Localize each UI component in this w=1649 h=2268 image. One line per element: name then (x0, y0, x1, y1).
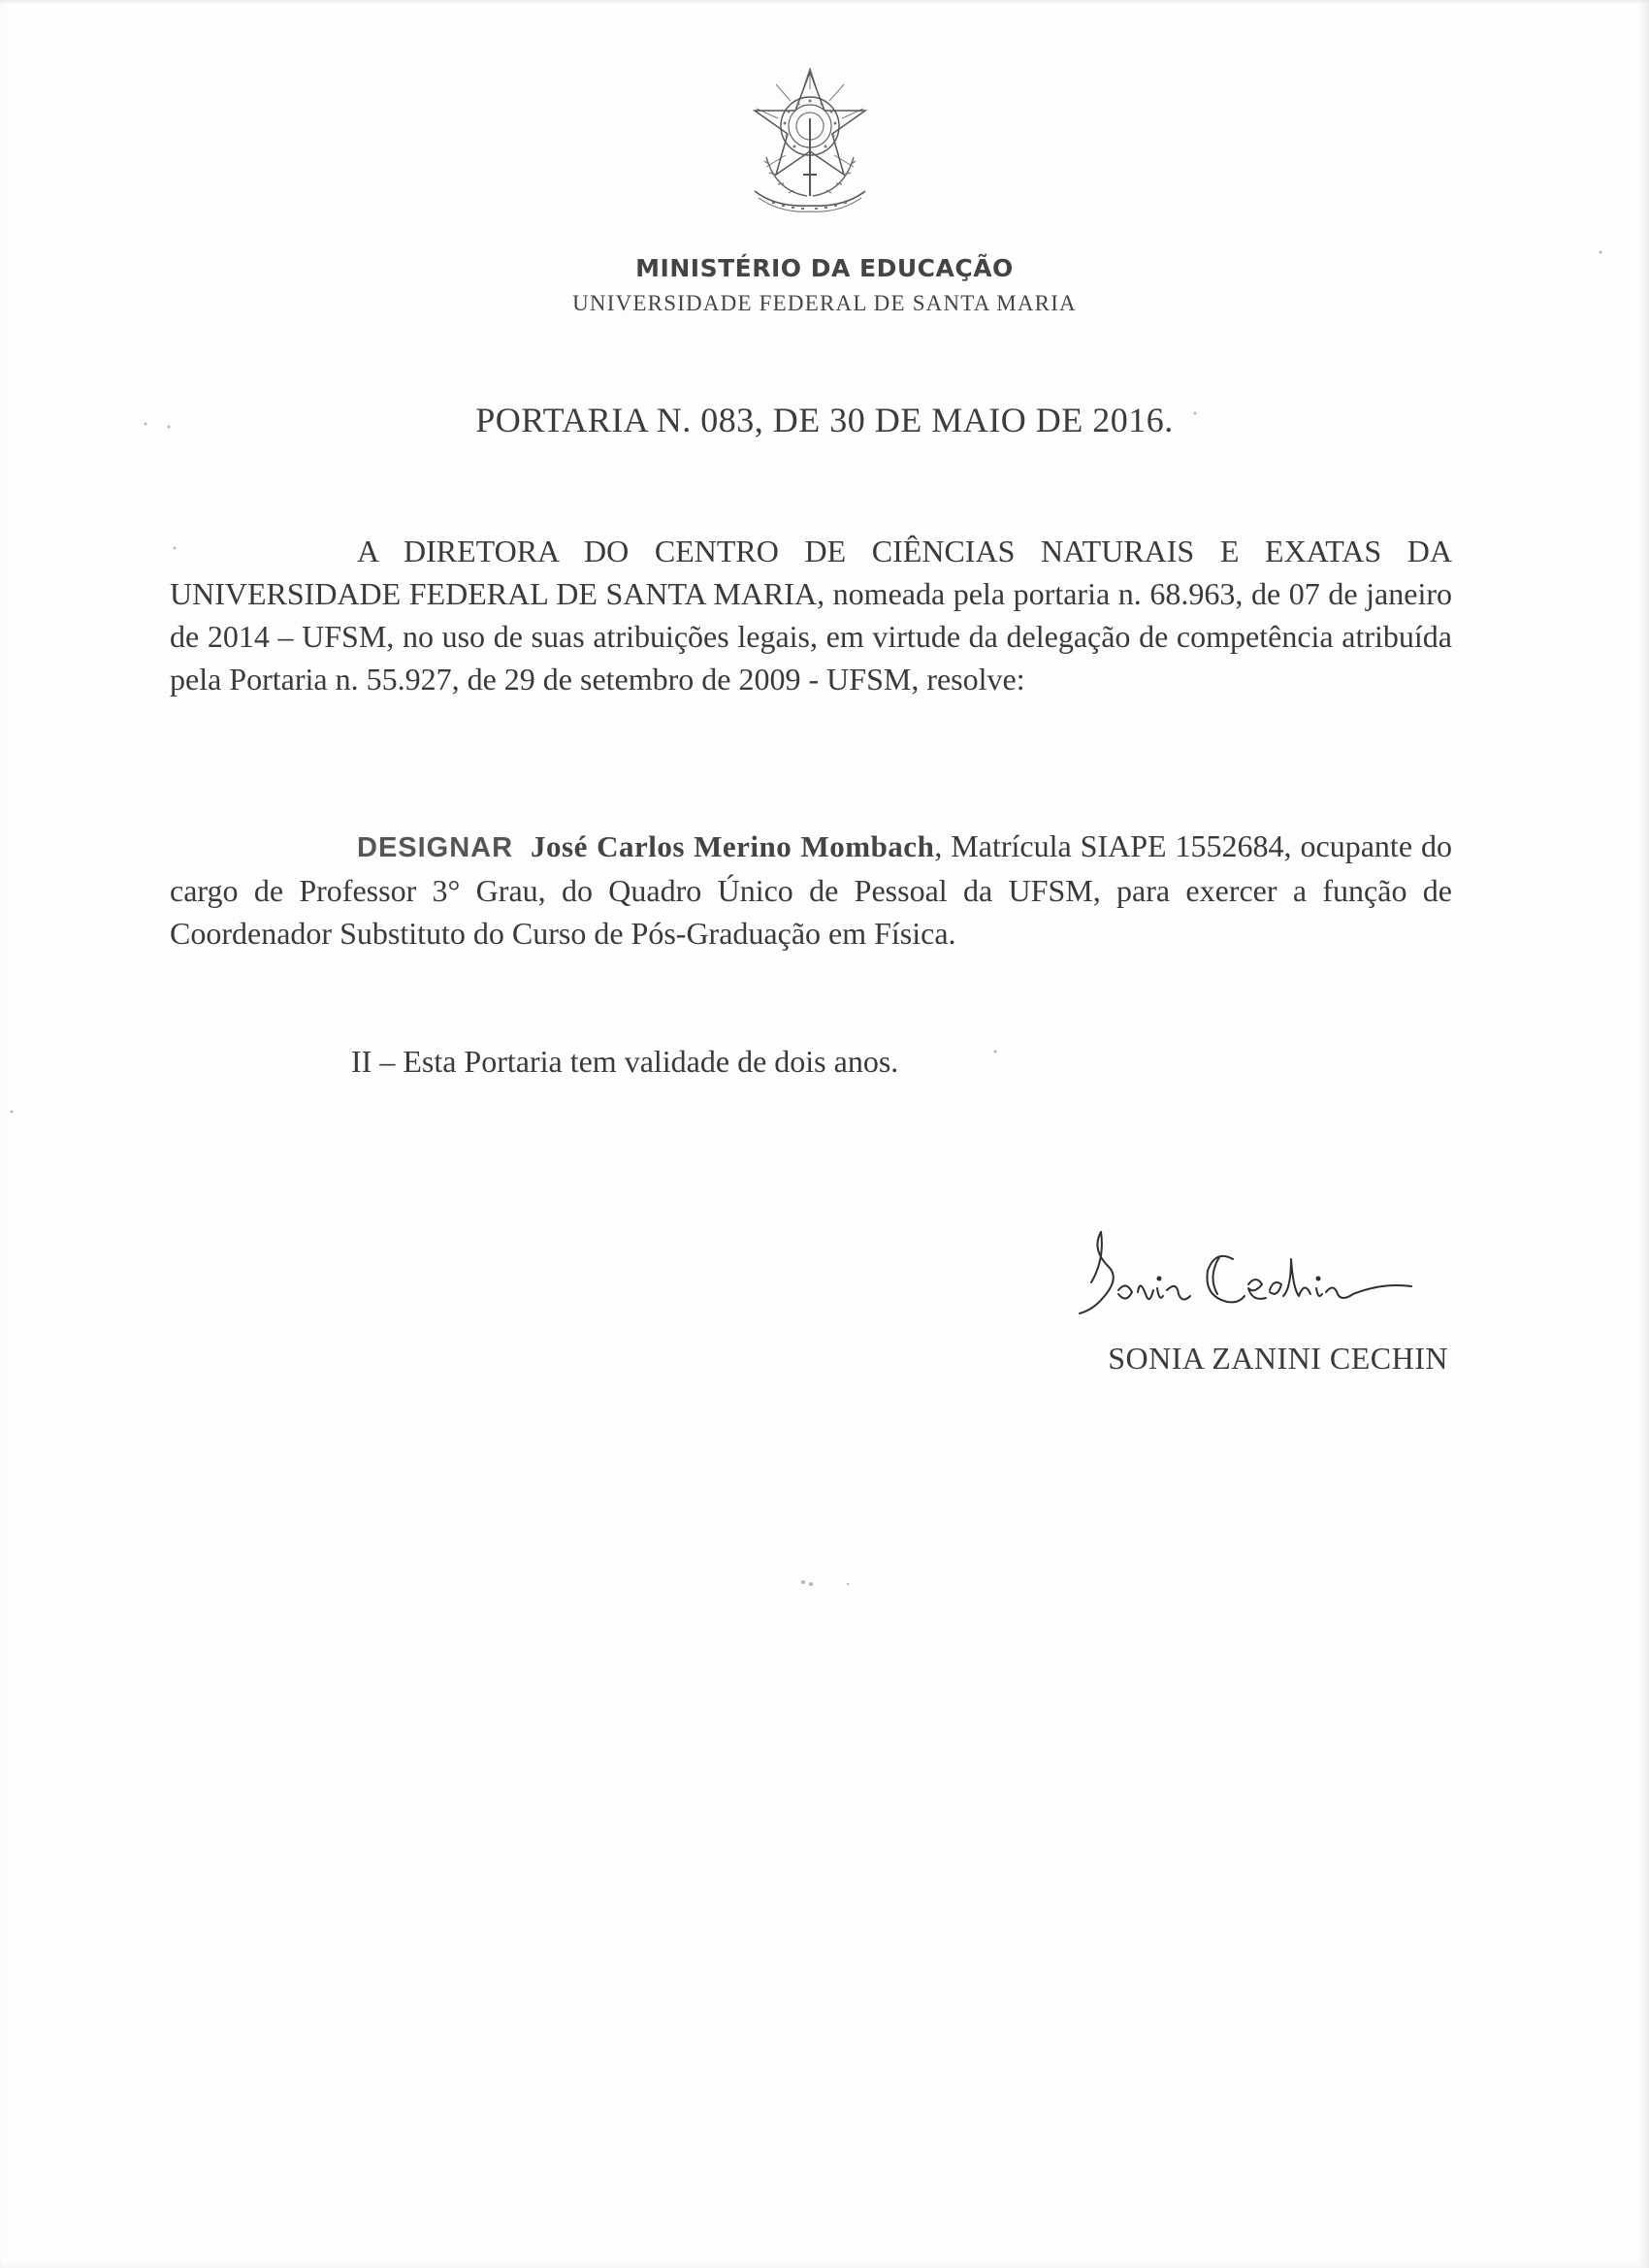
document-title: PORTARIA N. 083, DE 30 DE MAIO DE 2016. (475, 401, 1174, 439)
signer-name: SONIA ZANINI CECHIN (1108, 1341, 1448, 1376)
university-heading: UNIVERSIDADE FEDERAL DE SANTA MARIA (572, 291, 1077, 315)
designated-person-name: José Carlos Merino Mombach (531, 829, 935, 863)
designation-paragraph (170, 825, 1452, 955)
ministry-heading: MINISTÉRIO DA EDUCAÇÃO (635, 254, 1014, 282)
designation-verb: DESIGNAR (357, 832, 514, 863)
designation-text: , Matrícula SIAPE 1552684, ocupante do cargo de Professor 3° Grau, do Quadro Único de Pessoal da UFSM, para exercer a função de Coordenador Substituto do Curso de Pós-Graduação em Física. (170, 828, 1452, 951)
preamble-paragraph: A DIRETORA DO CENTRO DE CIÊNCIAS NATURAIS E EXATAS DA UNIVERSIDADE FEDERAL DE SANTA MARIA, nomeada pela portaria n. 68.963, de 07 de janeiro de 2014 – UFSM, no uso de suas atribuições legais, em virtude da delegação de competência atribuída pela Portaria n. 55.927, de 29 de setembro de 2009 - UFSM, resolve: (170, 534, 1452, 697)
coat-of-arms-seal (737, 60, 883, 215)
validity-paragraph: II – Esta Portaria tem validade de dois anos. (351, 1044, 899, 1079)
handwritten-signature (1062, 1220, 1431, 1337)
